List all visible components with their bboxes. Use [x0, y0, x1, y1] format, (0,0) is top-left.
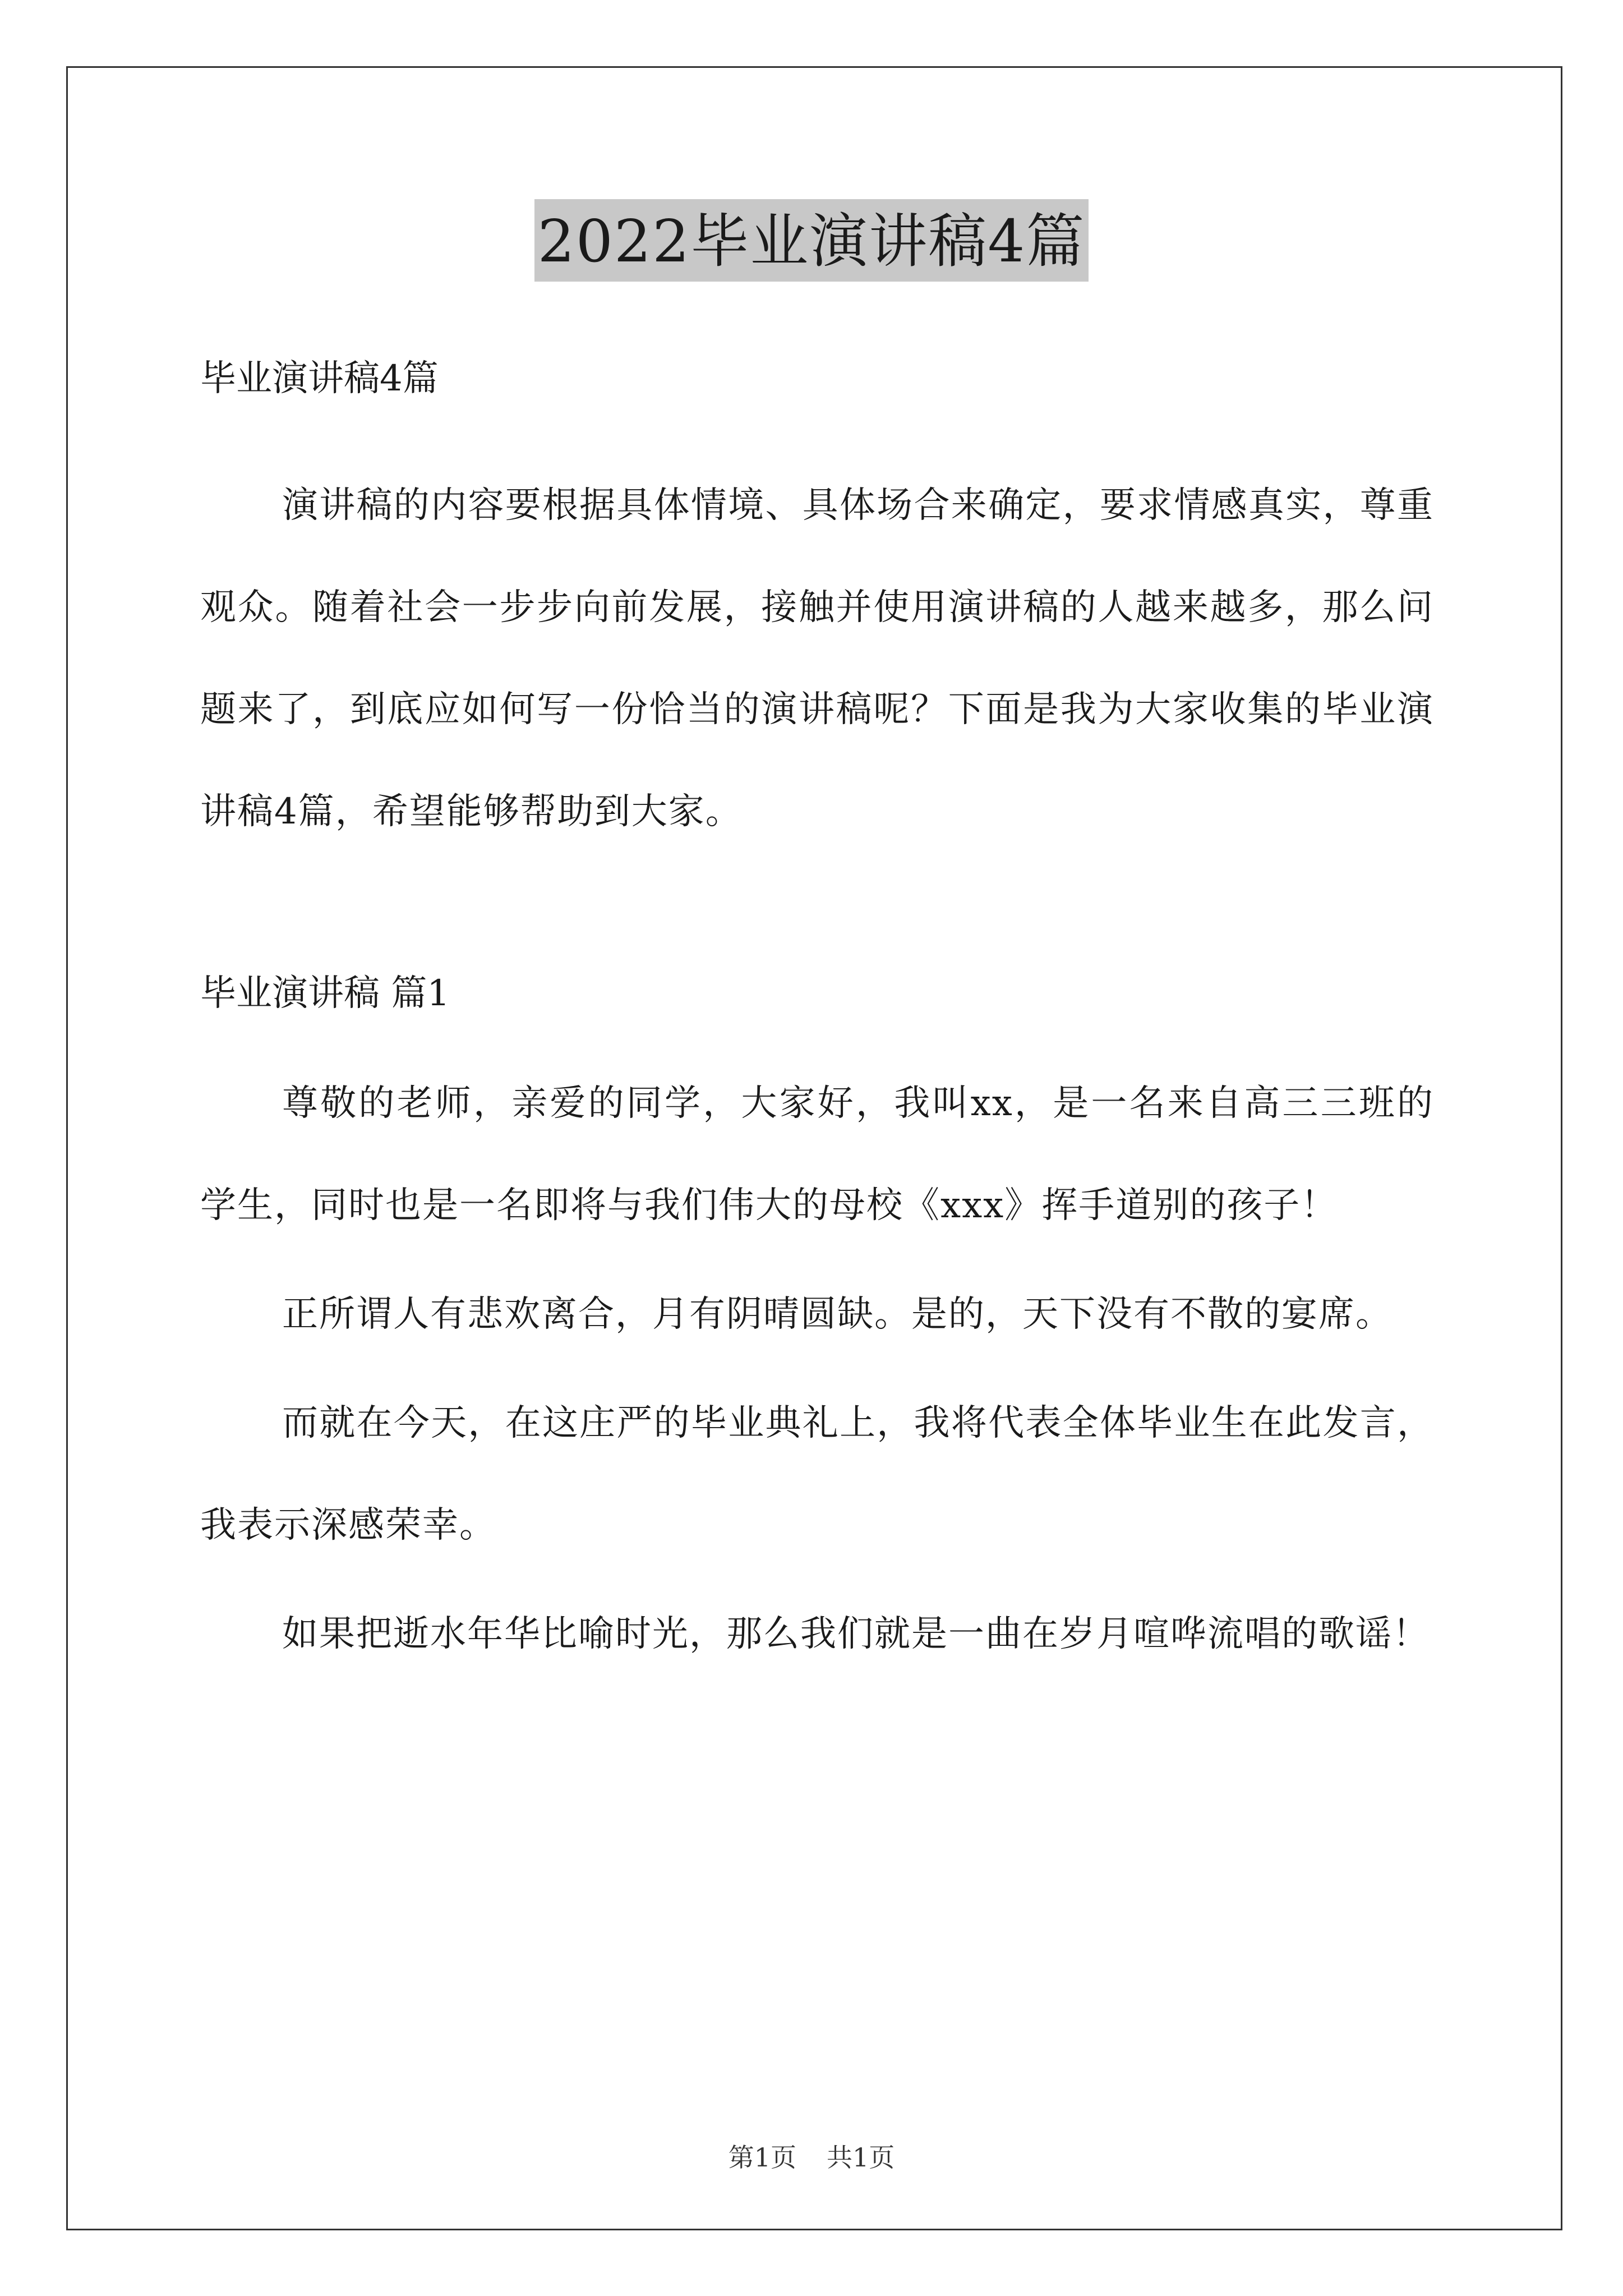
intro-paragraph: 演讲稿的内容要根据具体情境、具体场合来确定，要求情感真实，尊重观众。随着社会一步步向前发展，接触并使用演讲稿的人越来越多，那么问题来了，到底应如何写一份恰当的演讲稿呢？下面是我为大家收集的毕业演讲稿4篇，希望能够帮助到大家。 — [200, 485, 1434, 832]
speech-body — [200, 1052, 1434, 1685]
page-total: 共1页 — [827, 2142, 895, 2173]
body-paragraph: 如果把逝水年华比喻时光，那么我们就是一曲在岁月喧哗流唱的歌谣！ — [282, 1613, 1430, 1655]
section-heading: 毕业演讲稿 篇1 — [200, 973, 450, 1014]
title-container — [0, 199, 1623, 282]
page-number: 第1页 — [728, 2142, 796, 2173]
body-paragraph: 尊敬的老师，亲爱的同学，大家好，我叫xx，是一名来自高三三班的学生，同时也是一名即将与我们伟大的母校《xxx》挥手道别的孩子！ — [200, 1083, 1434, 1226]
page-footer — [0, 2137, 1623, 2174]
body-paragraph: 而就在今天，在这庄严的毕业典礼上，我将代表全体毕业生在此发言，我表示深感荣幸。 — [200, 1402, 1434, 1546]
document-title: 2022毕业演讲稿4篇 — [534, 199, 1089, 282]
document-subtitle: 毕业演讲稿4篇 — [200, 358, 439, 399]
document-body — [200, 342, 1434, 1685]
body-paragraph: 正所谓人有悲欢离合，月有阴晴圆缺。是的，天下没有不散的宴席。 — [282, 1294, 1393, 1335]
